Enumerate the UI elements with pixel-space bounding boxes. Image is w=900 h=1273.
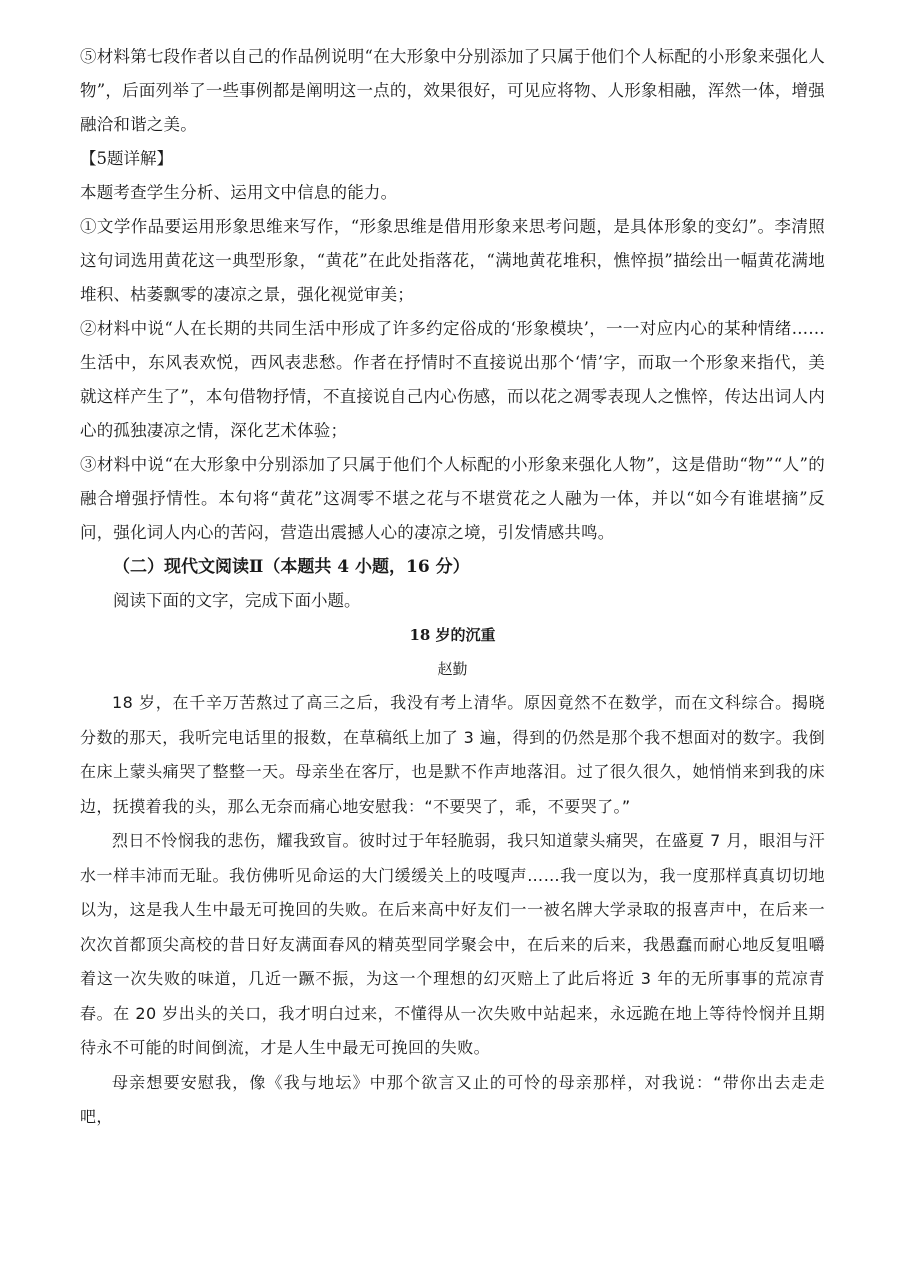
story-title: 18 岁的沉重 [409, 626, 496, 644]
question-5-intro: 本题考查学生分析、运用文中信息的能力。 [80, 183, 398, 202]
story-author: 赵勤 [437, 660, 468, 678]
story-paragraph: 18 岁，在千辛万苦熬过了高三之后，我没有考上清华。原因竟然不在数学，而在文科综合。揭晓分数的那天，我听完电话里的报数，在草稿纸上加了 3 遍，得到的仍然是那个我不想面对的数字。我倒在床上蒙头痛哭了整整一天。母亲坐在客厅，也是默不作声地落泪。过了很久很久，她悄悄来到我的床边，抚摸着我的头，那么无奈而痛心地安慰我：“不要哭了，乖，不要哭了。” [80, 693, 825, 816]
story-paragraph: 烈日不怜悯我的悲伤，耀我致盲。彼时过于年轻脆弱，我只知道蒙头痛哭，在盛夏 7 月，眼泪与汗水一样丰沛而无耻。我仿佛听见命运的大门缓缓关上的吱嘎声……我一度以为，我一度那样真真切切地以为，这是我人生中最无可挽回的失败。在后来高中好友们一一被名牌大学录取的报喜声中，在后来一次次首都顶尖高校的昔日好友满面春风的精英型同学聚会中，在后来的后来，我愚蠢而耐心地反复咀嚼着这一次失败的味道，几近一蹶不振，为这一个理想的幻灭赔上了此后将近 3 年的无所事事的荒凉青春。在 20 岁出头的关口，我才明白过来，不懂得从一次失败中站起来，永远跪在地上等待怜悯并且期待永不可能的时间倒流，才是人生中最无可挽回的失败。 [80, 831, 825, 1057]
question-5-point-3: ③材料中说“在大形象中分别添加了只属于他们个人标配的小形象来强化人物”，这是借助“物”“人”的融合增强抒情性。本句将“黄花”这凋零不堪之花与不堪赏花之人融为一体，并以“如今有谁堪摘”反问，强化词人内心的苦闷，营造出震撼人心的凄凉之境，引发情感共鸣。 [80, 455, 825, 542]
section-instruction: 阅读下面的文字，完成下面小题。 [113, 591, 361, 610]
story-paragraph: 母亲想要安慰我，像《我与地坛》中那个欲言又止的可怜的母亲那样，对我说：“带你出去走走吧， [80, 1072, 825, 1126]
question-5-point-1: ①文学作品要运用形象思维来写作，“形象思维是借用形象来思考问题，是具体形象的变幻”。李清照这句词选用黄花这一典型形象，“黄花”在此处指落花，“满地黄花堆积，憔悴损”描绘出一幅黄花满地堆积、枯萎飘零的凄凉之景，强化视觉审美； [80, 217, 825, 304]
question-5-point-2: ②材料中说“人在长期的共同生活中形成了许多约定俗成的‘形象模块’，一一对应内心的某种情绪……生活中，东风表欢悦，西风表悲愁。作者在抒情时不直接说出那个‘情’字，而取一个形象来指代，美就这样产生了”，本句借物抒情，不直接说自己内心伤感，而以花之凋零表现人之憔悴，传达出词人内心的孤独凄凉之情，深化艺术体验； [80, 319, 825, 440]
section-heading: （二）现代文阅读Ⅱ（本题共 4 小题，16 分） [113, 557, 470, 577]
document-page [80, 40, 825, 1135]
question-5-label: 【5题详解】 [80, 149, 173, 168]
analysis-point-5: ⑤材料第七段作者以自己的作品例说明“在大形象中分别添加了只属于他们个人标配的小形象来强化人物”，后面列举了一些事例都是阐明这一点的，效果很好，可见应将物、人形象相融，浑然一体，增强融洽和谐之美。 [80, 47, 825, 134]
